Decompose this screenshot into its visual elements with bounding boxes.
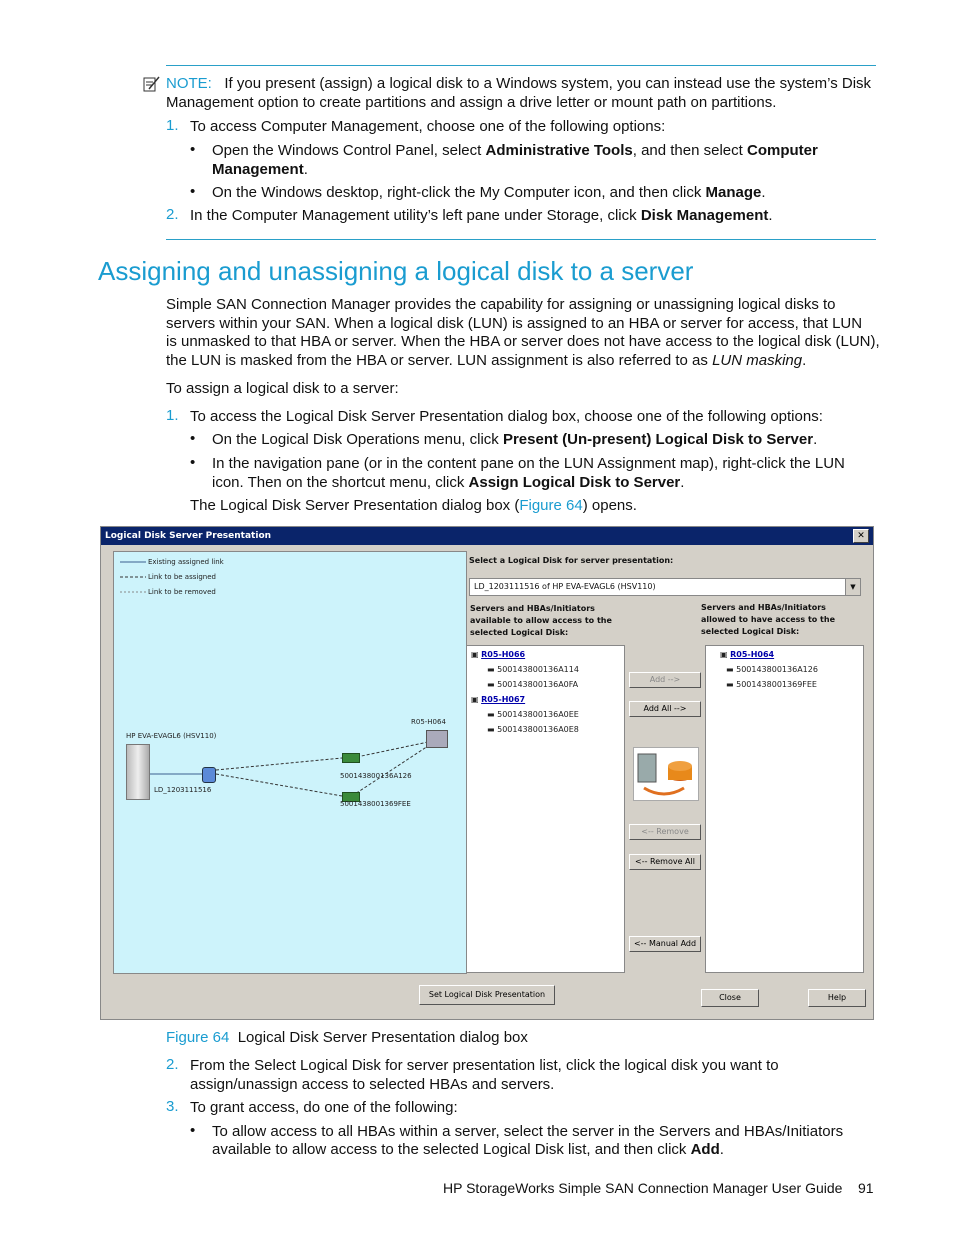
note-label: NOTE: xyxy=(166,75,212,92)
step-text: From the Select Logical Disk for server presentation list, click the logical disk you want to xyxy=(190,1057,779,1074)
opens-text: The Logical Disk Server Presentation dialog box (Figure 64) opens. xyxy=(190,497,637,514)
step-number: 3. xyxy=(166,1098,179,1115)
paragraph-line: the LUN is masked from the HBA or server. LUN assignment is also referred to as LUN masking. xyxy=(166,352,807,369)
page-footer xyxy=(443,1180,874,1196)
map-pane xyxy=(113,551,467,974)
figure-caption: Figure 64 Logical Disk Server Presentation dialog box xyxy=(166,1029,528,1046)
set-presentation-button[interactable]: Set Logical Disk Presentation xyxy=(419,985,555,1005)
legend-item: Existing assigned link xyxy=(148,558,224,566)
top-rule xyxy=(166,65,876,66)
storage-label: HP EVA-EVAGL6 (HSV110) xyxy=(126,732,217,740)
step-number: 2. xyxy=(166,206,179,223)
help-button[interactable]: Help xyxy=(808,989,866,1007)
combo-value: LD_1203111516 of HP EVA-EVAGL6 (HSV110) xyxy=(474,582,656,591)
dialog-window xyxy=(100,526,874,1020)
dialog-title: Logical Disk Server Presentation xyxy=(105,531,272,541)
logical-disk-icon[interactable] xyxy=(202,767,216,783)
manual-add-button[interactable]: <-- Manual Add xyxy=(629,936,701,952)
bullet-text: On the Logical Disk Operations menu, click Present (Un-present) Logical Disk to Server. xyxy=(212,431,818,448)
step-text-cont: assign/unassign access to selected HBAs and servers. xyxy=(190,1076,555,1093)
map-links xyxy=(114,552,466,973)
tree-hba[interactable]: ▬ 500143800136A114 xyxy=(487,665,579,674)
guide-title: HP StorageWorks Simple SAN Connection Manager User Guide xyxy=(443,1180,843,1196)
allowed-list[interactable] xyxy=(705,645,864,973)
available-label: Servers and HBAs/Initiators available to allow access to the selected Logical Disk: xyxy=(470,604,612,637)
bullet-text-cont: available to allow access to the selected Logical Disk list, and then click Add. xyxy=(212,1141,724,1158)
legend-item: Link to be assigned xyxy=(148,573,216,581)
note-line2: Management option to create partitions and assign a drive letter or mount path on partitions. xyxy=(166,94,777,111)
dialog-title-bar xyxy=(101,527,873,545)
allowed-label: Servers and HBAs/Initiators allowed to have access to the selected Logical Disk: xyxy=(701,603,835,636)
intro-text: To assign a logical disk to a server: xyxy=(166,380,399,397)
bullet-text: In the navigation pane (or in the content pane on the LUN Assignment map), right-click the LUN xyxy=(212,455,845,472)
bullet-text-cont: Management. xyxy=(212,161,308,178)
logical-disk-select[interactable] xyxy=(469,578,861,596)
note-line1: NOTE: If you present (assign) a logical disk to a Windows system, you can instead use the system’s Disk xyxy=(166,75,872,92)
server-icon[interactable] xyxy=(426,730,448,748)
bottom-rule xyxy=(166,239,876,240)
select-label: Select a Logical Disk for server presentation: xyxy=(469,556,674,565)
tree-hba[interactable]: ▬ 500143800136A0EE xyxy=(487,710,579,719)
paragraph-line: is unmasked to that HBA or server. When the HBA or server does not have access to the logical disk (LUN), xyxy=(166,333,880,350)
bullet: • xyxy=(190,183,196,200)
remove-button[interactable]: <-- Remove xyxy=(629,824,701,840)
presentation-graphic-icon xyxy=(633,747,699,801)
step-number: 1. xyxy=(166,117,179,134)
server-label: R05-H064 xyxy=(411,718,446,726)
hba-label: 5001438001369FEE xyxy=(340,800,411,808)
step-text: To grant access, do one of the following: xyxy=(190,1099,458,1116)
paragraph-line: servers within your SAN. When a logical disk (LUN) is assigned to an HBA or server for access, that LUN xyxy=(166,315,863,332)
tree-server[interactable]: ▣ R05-H064 xyxy=(720,650,775,659)
step-text: To access Computer Management, choose one of the following options: xyxy=(190,118,666,135)
ld-label: LD_1203111516 xyxy=(154,786,212,794)
chevron-down-icon[interactable]: ▼ xyxy=(845,579,860,595)
legend-item: Link to be removed xyxy=(148,588,216,596)
note-icon xyxy=(143,75,161,98)
bullet-text-cont: icon. Then on the shortcut menu, click Assign Logical Disk to Server. xyxy=(212,474,685,491)
bullet: • xyxy=(190,454,196,471)
hba-label: 500143800136A126 xyxy=(340,772,412,780)
step-text: In the Computer Management utility’s left pane under Storage, click Disk Management. xyxy=(190,207,773,224)
add-button[interactable]: Add --> xyxy=(629,672,701,688)
step-number: 1. xyxy=(166,407,179,424)
bullet-text: On the Windows desktop, right-click the My Computer icon, and then click Manage. xyxy=(212,184,766,201)
step-number: 2. xyxy=(166,1056,179,1073)
bullet: • xyxy=(190,1122,196,1139)
hba-card-icon[interactable] xyxy=(342,753,360,763)
figure-link[interactable]: Figure 64 xyxy=(519,497,583,514)
page-number: 91 xyxy=(858,1180,874,1196)
close-icon[interactable]: ✕ xyxy=(853,529,869,543)
bullet-text: Open the Windows Control Panel, select Administrative Tools, and then select Computer xyxy=(212,142,818,159)
tree-hba[interactable]: ▬ 500143800136A126 xyxy=(726,665,818,674)
step-text: To access the Logical Disk Server Presentation dialog box, choose one of the following options: xyxy=(190,408,823,425)
figure-label: Figure 64 xyxy=(166,1029,230,1046)
close-button[interactable]: Close xyxy=(701,989,759,1007)
bullet: • xyxy=(190,141,196,158)
section-title: Assigning and unassigning a logical disk to a server xyxy=(98,256,694,286)
tree-hba[interactable]: ▬ 500143800136A0FA xyxy=(487,680,579,689)
add-all-button[interactable]: Add All --> xyxy=(629,701,701,717)
bullet-text: To allow access to all HBAs within a server, select the server in the Servers and HBAs/Initiators xyxy=(212,1123,844,1140)
tree-server[interactable]: ▣ R05-H066 xyxy=(471,650,526,659)
bullet: • xyxy=(190,430,196,447)
tree-hba[interactable]: ▬ 500143800136A0E8 xyxy=(487,725,579,734)
tree-hba[interactable]: ▬ 5001438001369FEE xyxy=(726,680,817,689)
available-list[interactable] xyxy=(466,645,625,973)
remove-all-button[interactable]: <-- Remove All xyxy=(629,854,701,870)
tree-server[interactable]: ▣ R05-H067 xyxy=(471,695,526,704)
paragraph-line: Simple SAN Connection Manager provides the capability for assigning or unassigning logical disks to xyxy=(166,296,836,313)
